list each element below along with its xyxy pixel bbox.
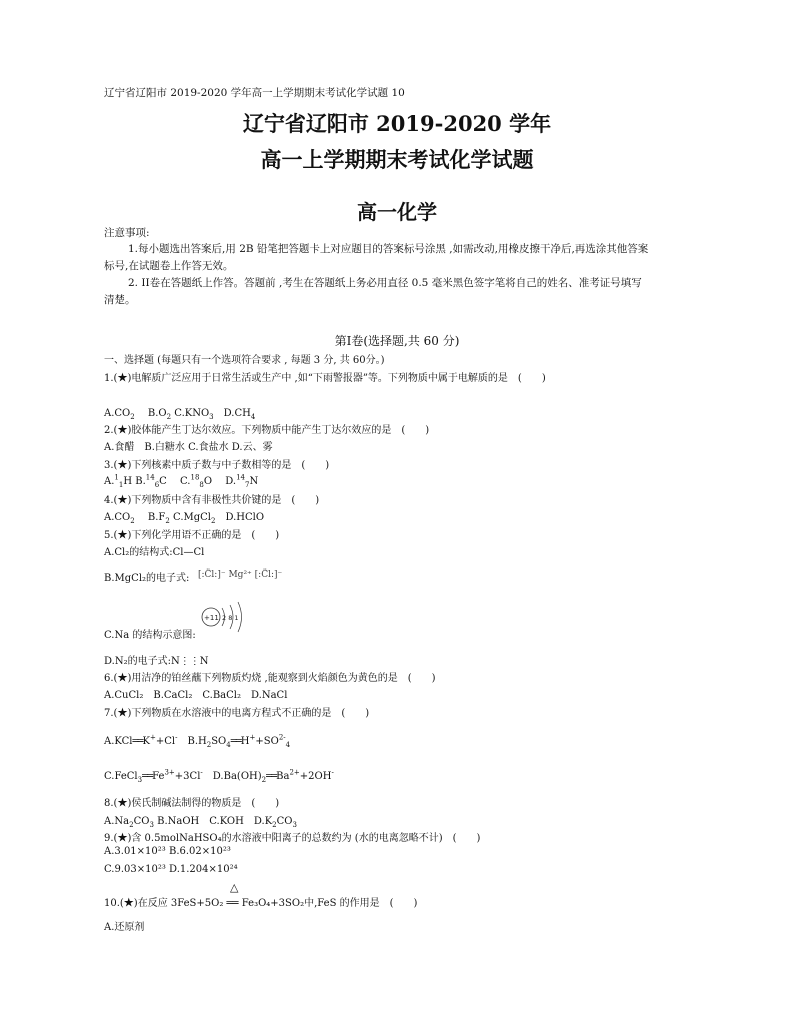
question-4-options: $A.CO_2$ $B.F_2$ C.MgCl$_2$ D.HClO xyxy=(104,512,265,525)
question-2-options: A.食醋 B.白糖水 C.食盐水 D.云、雾 xyxy=(104,442,273,453)
question-6-options: A.CuCl₂ B.CaCl₂ C.BaCl₂ D.NaCl xyxy=(104,690,288,701)
question-4: 4.(★)下列物质中含有非极性共价键的是 ( ) xyxy=(104,495,320,506)
question-6: 6.(★)用洁净的铂丝蘸下列物质灼烧 ,能观察到火焰颜色为黄色的是 ( ) xyxy=(104,673,436,684)
question-8-options: $A.Na_2CO_3$ B.NaOH C.KOH $D.K_2CO_3$ xyxy=(104,816,297,829)
question-2: 2.(★)胶体能产生丁达尔效应。下列物质中能产生丁达尔效应的是 ( ) xyxy=(104,425,430,436)
document-header: 辽宁省辽阳市 2019-2020 学年高一上学期期末考试化学试题 10 xyxy=(104,87,405,99)
question-8: 8.(★)侯氏制碱法制得的物质是 ( ) xyxy=(104,798,280,809)
question-5-option-c: C.Na 的结构示意图: xyxy=(104,630,196,641)
notice-2-line-1: 2. II卷在答题纸上作答。答题前 ,考生在答题纸上务必用直径 0.5 毫米黑色签字笔将自己的姓名、准考证号填写 xyxy=(128,277,642,289)
svg-text:[:C̈l:]⁻ Mg²⁺ [:C̈l:]⁻: [:C̈l:]⁻ Mg²⁺ [:C̈l:]⁻ xyxy=(198,570,283,580)
question-1-options: $A.CO_2$ $B.O_2$ $C.KNO_3$ $D.CH_4$ xyxy=(104,408,256,421)
question-5: 5.(★)下列化学用语不正确的是 ( ) xyxy=(104,530,280,541)
question-10-option-a: A.还原剂 xyxy=(104,922,145,933)
question-5-option-b: B.MgCl₂的电子式: xyxy=(104,573,190,584)
question-3-options: A.$^1_1$H B.$^{14}_6$C C.$^{18}_8$O D.$^{14}_7$N xyxy=(104,473,259,489)
question-7-options-cd: $C.FeCl_3══Fe^{3+}+3Cl^-$ $D.Ba(OH)_2══Ba^{2+}+2OH^-$ xyxy=(104,768,334,784)
electron-formula-figure xyxy=(196,562,292,584)
question-7-options-ab: A.KCl══K++Cl- $B.H_2SO_4══H^++SO^{2-}_4$ xyxy=(104,733,291,749)
question-5-option-d: D.N₂的电子式:N⋮⋮N xyxy=(104,656,209,667)
question-1: 1.(★)电解质广泛应用于日常生活或生产中 ,如“下雨警报器”等。下列物质中属于电解质的是 ( ) xyxy=(104,373,546,384)
question-9: 9.(★)含 0.5molNaHSO₄的水溶液中阳离子的总数约为 (水的电离忽略不计) ( ) xyxy=(104,833,481,844)
svg-text:+11: +11 xyxy=(204,614,219,622)
section-title: 第Ⅰ卷(选择题,共 60 分) xyxy=(334,334,460,348)
na-atom-structure-diagram xyxy=(200,600,250,634)
svg-text:2 8 1: 2 8 1 xyxy=(222,614,239,622)
question-9-options-cd: C.9.03×10²³ D.1.204×10²⁴ xyxy=(104,864,238,875)
title-line-2: 高一上学期期末考试化学试题 xyxy=(260,147,534,172)
subject-title: 高一化学 xyxy=(357,200,437,224)
question-3: 3.(★)下列核素中质子数与中子数相等的是 ( ) xyxy=(104,460,330,471)
question-7: 7.(★)下列物质在水溶液中的电离方程式不正确的是 ( ) xyxy=(104,708,370,719)
notice-title: 注意事项: xyxy=(104,227,150,239)
notice-1-line-1: 1.每小题选出答案后,用 2B 铅笔把答题卡上对应题目的答案标号涂黑 ,如需改动,用橡皮擦干净后,再选涂其他答案 xyxy=(128,243,649,255)
notice-2-line-2: 清楚。 xyxy=(104,294,136,306)
notice-1-line-2: 标号,在试题卷上作答无效。 xyxy=(104,260,234,272)
question-5-option-a: A.Cl₂的结构式:Cl—Cl xyxy=(104,547,205,558)
heating-symbol: △ xyxy=(230,881,239,894)
title-line-1: 辽宁省辽阳市 2019-2020 学年 xyxy=(242,111,552,136)
question-9-options-ab: A.3.01×10²³ B.6.02×10²³ xyxy=(104,846,231,857)
question-10: 10.(★)在反应 3FeS+5O₂ ══ Fe₃O₄+3SO₂中,FeS 的作用是 ( ) xyxy=(104,898,418,909)
part-heading: 一、选择题 (每题只有一个选项符合要求 , 每题 3 分, 共 60分。) xyxy=(104,355,385,366)
